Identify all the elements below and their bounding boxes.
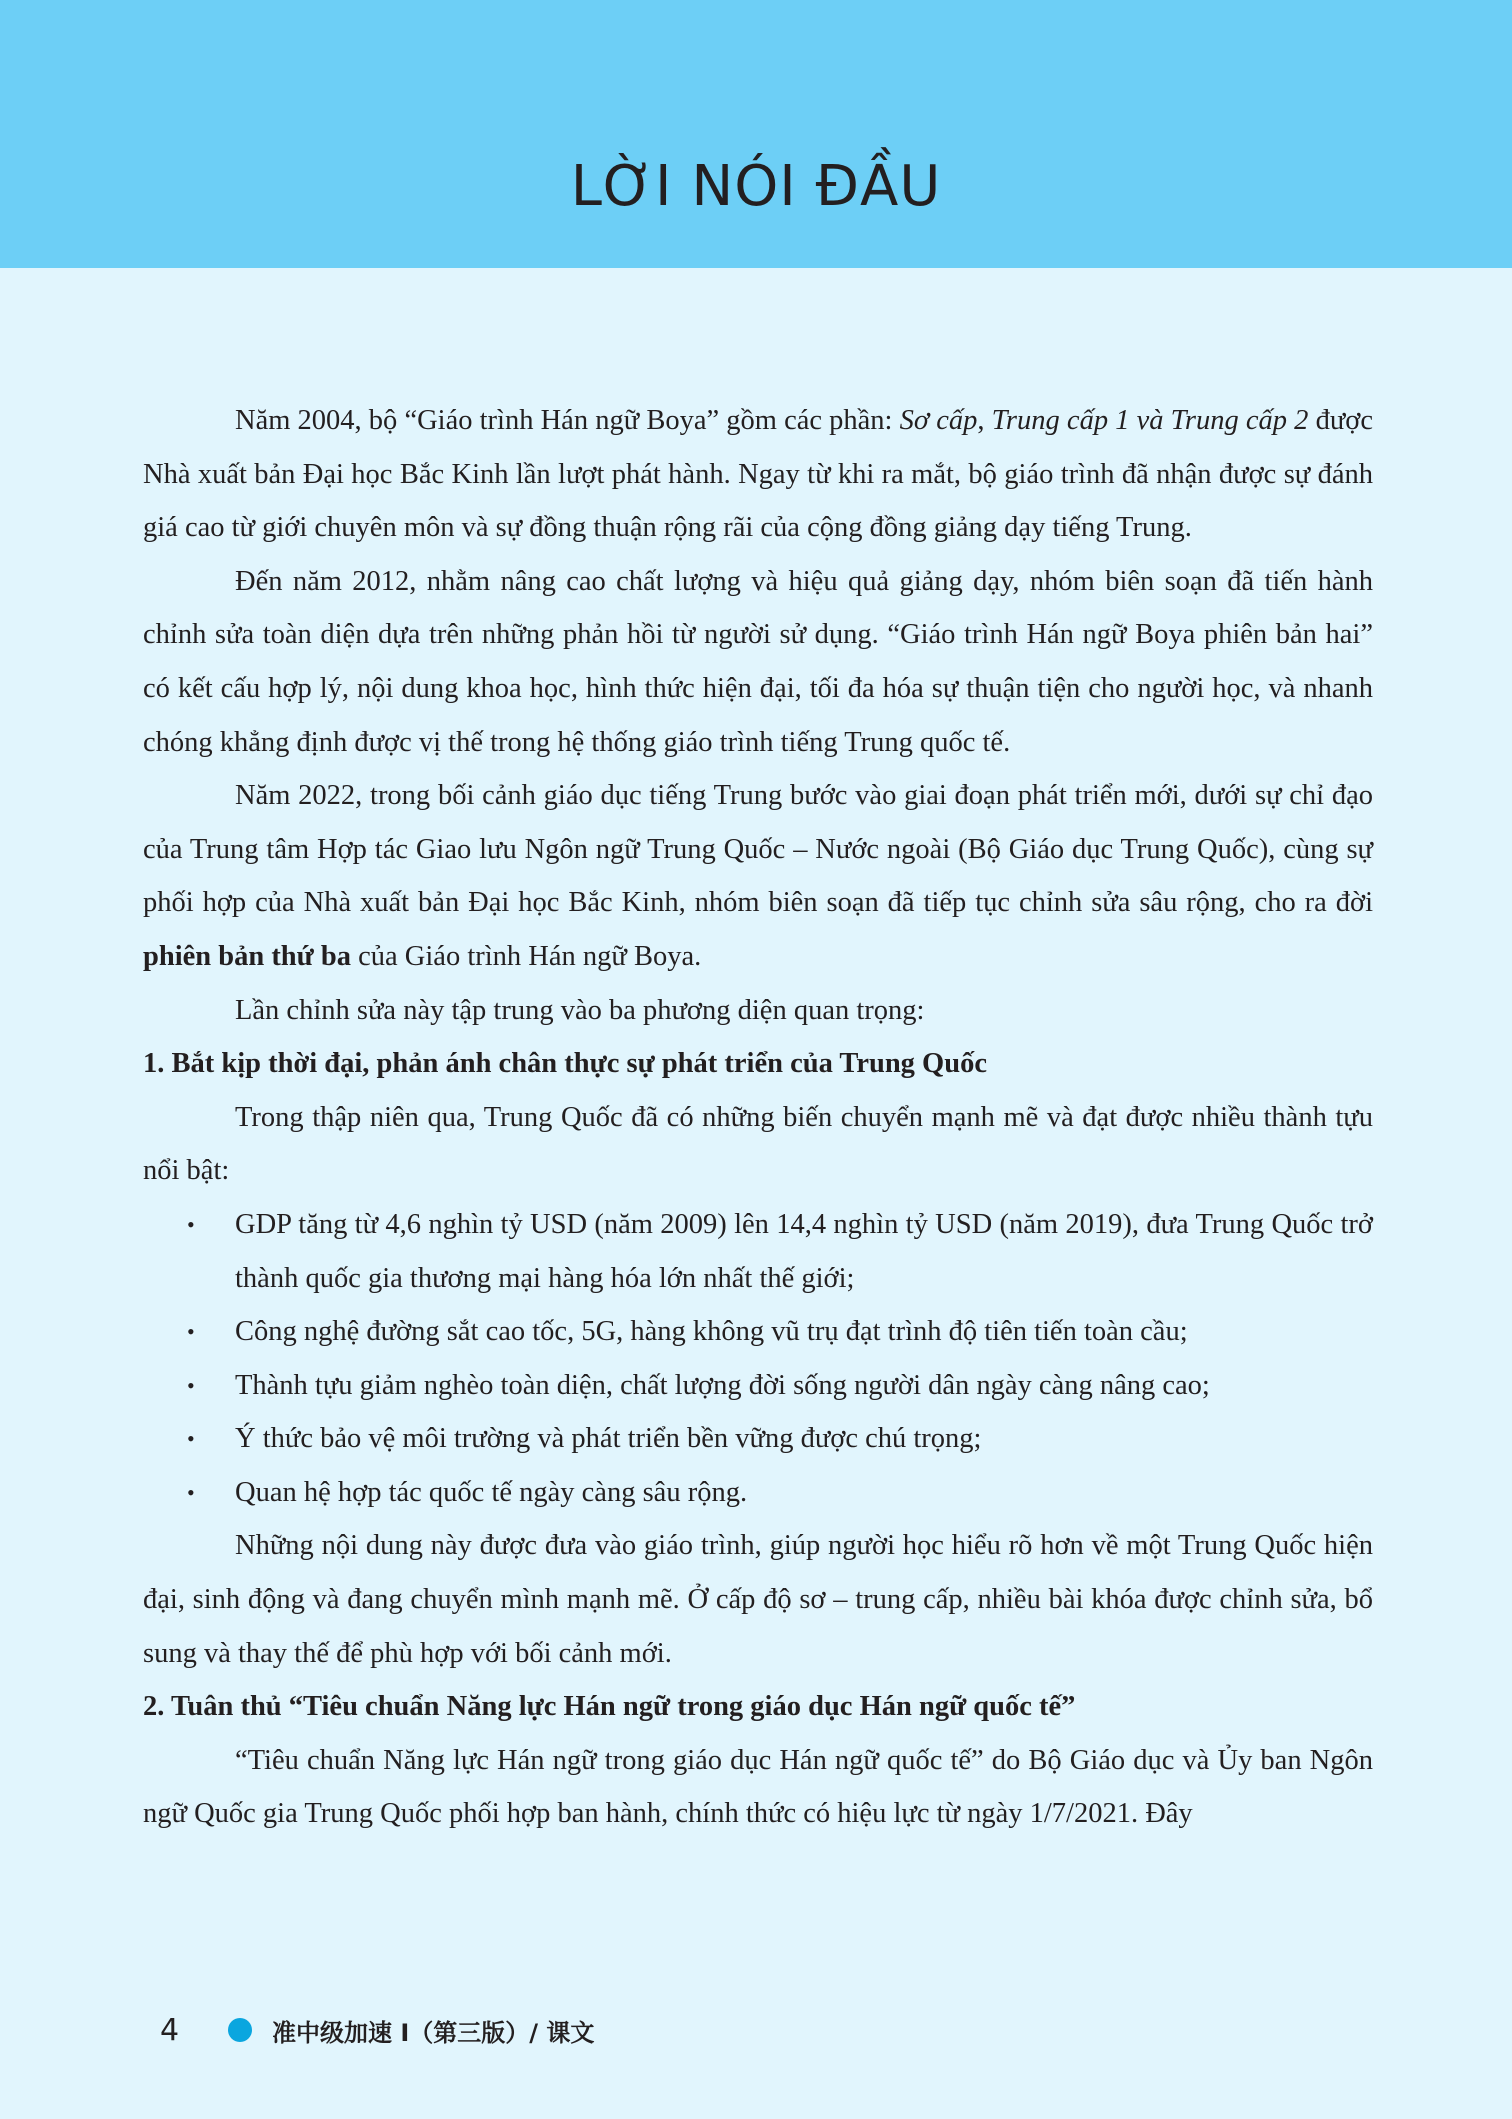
paragraph-3 [143,769,1373,983]
bullet-icon: • [187,1426,195,1452]
list-item-text: GDP tăng từ 4,6 nghìn tỷ USD (năm 2009) lên 14,4 nghìn tỷ USD (năm 2019), đưa Trung Quốc trở thành quốc gia thương mại hàng hóa lớn nhất thế giới; [235,1208,1373,1294]
paragraph-1-text-c: , [977,405,992,436]
footer-dot-icon [228,2018,252,2042]
paragraph-6: Những nội dung này được đưa vào giáo trình, giúp người học hiểu rõ hơn về một Trung Quốc hiện đại, sinh động và đang chuyển mình mạnh mẽ. Ở cấp độ sơ – trung cấp, nhiều bài khóa được chỉnh sửa, bổ sung và thay thế để phù hợp với bối cảnh mới. [143,1530,1373,1669]
list-item-text: Ý thức bảo vệ môi trường và phát triển bền vững được chú trọng; [235,1423,982,1455]
list-item-text: Công nghệ đường sắt cao tốc, 5G, hàng không vũ trụ đạt trình độ tiên tiến toàn cầu; [235,1316,1188,1348]
paragraph-1-italic-trungcap: Trung cấp 1 và Trung cấp 2 [991,405,1309,436]
bullet-icon: • [187,1479,195,1505]
paragraph-4: Lần chỉnh sửa này tập trung vào ba phương diện quan trọng: [235,994,925,1026]
paragraph-3-text-a: Năm 2022, trong bối cảnh giáo dục tiếng Trung bước vào giai đoạn phát triển mới, dưới sự chỉ đạo của Trung tâm Hợp tác Giao lưu Ngôn ngữ Trung Quốc – Nước ngoài (Bộ Giáo dục Trung Quốc), cùng sự phối hợp của Nhà xuất bản Đại học Bắc Kinh, nhóm biên soạn đã tiếp tục chỉnh sửa sâu rộng, cho ra đời [143,780,1373,919]
book-title: 准中级加速 I（第三版）/ 课文 [272,2018,595,2047]
page-number: 4 [160,2012,180,2048]
header-band [0,0,1512,268]
main-text [143,394,1373,1841]
paragraph-3-bold: phiên bản thứ ba [143,940,351,972]
paragraph-7: “Tiêu chuẩn Năng lực Hán ngữ trong giáo dục Hán ngữ quốc tế” do Bộ Giáo dục và Ủy ban Ngôn ngữ Quốc gia Trung Quốc phối hợp ban hành, chính thức có hiệu lực từ ngày 1/7/2021. Đây [143,1744,1373,1830]
section-heading-2: 2. Tuân thủ “Tiêu chuẩn Năng lực Hán ngữ trong giáo dục Hán ngữ quốc tế” [143,1691,1076,1723]
list-item-text: Quan hệ hợp tác quốc tế ngày càng sâu rộng. [235,1476,748,1508]
section-heading-1: 1. Bắt kịp thời đại, phản ánh chân thực sự phát triển của Trung Quốc [143,1048,987,1080]
paragraph-3-text-c: của Giáo trình Hán ngữ Boya. [351,940,702,972]
paragraph-1 [143,394,1373,555]
page-footer [160,2005,594,2055]
bullet-icon: • [187,1211,195,1237]
list-item [143,1198,1373,1305]
list-item [143,1412,1373,1466]
paragraph-2: Đến năm 2012, nhằm nâng cao chất lượng và hiệu quả giảng dạy, nhóm biên soạn đã tiến hành chỉnh sửa toàn diện dựa trên những phản hồi từ người sử dụng. “Giáo trình Hán ngữ Boya phiên bản hai” có kết cấu hợp lý, nội dung khoa học, hình thức hiện đại, tối đa hóa sự thuận tiện cho người học, và nhanh chóng khẳng định được vị thế trong hệ thống giáo trình tiếng Trung quốc tế. [143,565,1373,758]
bullet-icon: • [187,1372,195,1398]
paragraph-1-text-e: được Nhà xuất bản Đại học Bắc Kinh lần lượt phát hành. Ngay từ khi ra mắt, bộ giáo trình đã nhận được sự đánh giá cao từ giới chuyên môn và sự đồng thuận rộng rãi của cộng đồng giảng dạy tiếng Trung. [143,405,1373,544]
list-item [143,1305,1373,1359]
bullet-icon: • [187,1319,195,1345]
paragraph-1-text-a: Năm 2004, bộ “Giáo trình Hán ngữ Boya” gồm các phần: [235,405,900,436]
list-item [143,1359,1373,1413]
paragraph-1-italic-socap: Sơ cấp [899,405,978,436]
bullet-list [143,1198,1373,1520]
page-title: LỜI NÓI ĐẦU [570,154,942,219]
list-item [143,1466,1373,1520]
paragraph-5: Trong thập niên qua, Trung Quốc đã có những biến chuyển mạnh mẽ và đạt được nhiều thành tựu nổi bật: [143,1101,1373,1187]
list-item-text: Thành tựu giảm nghèo toàn diện, chất lượng đời sống người dân ngày càng nâng cao; [235,1369,1210,1401]
